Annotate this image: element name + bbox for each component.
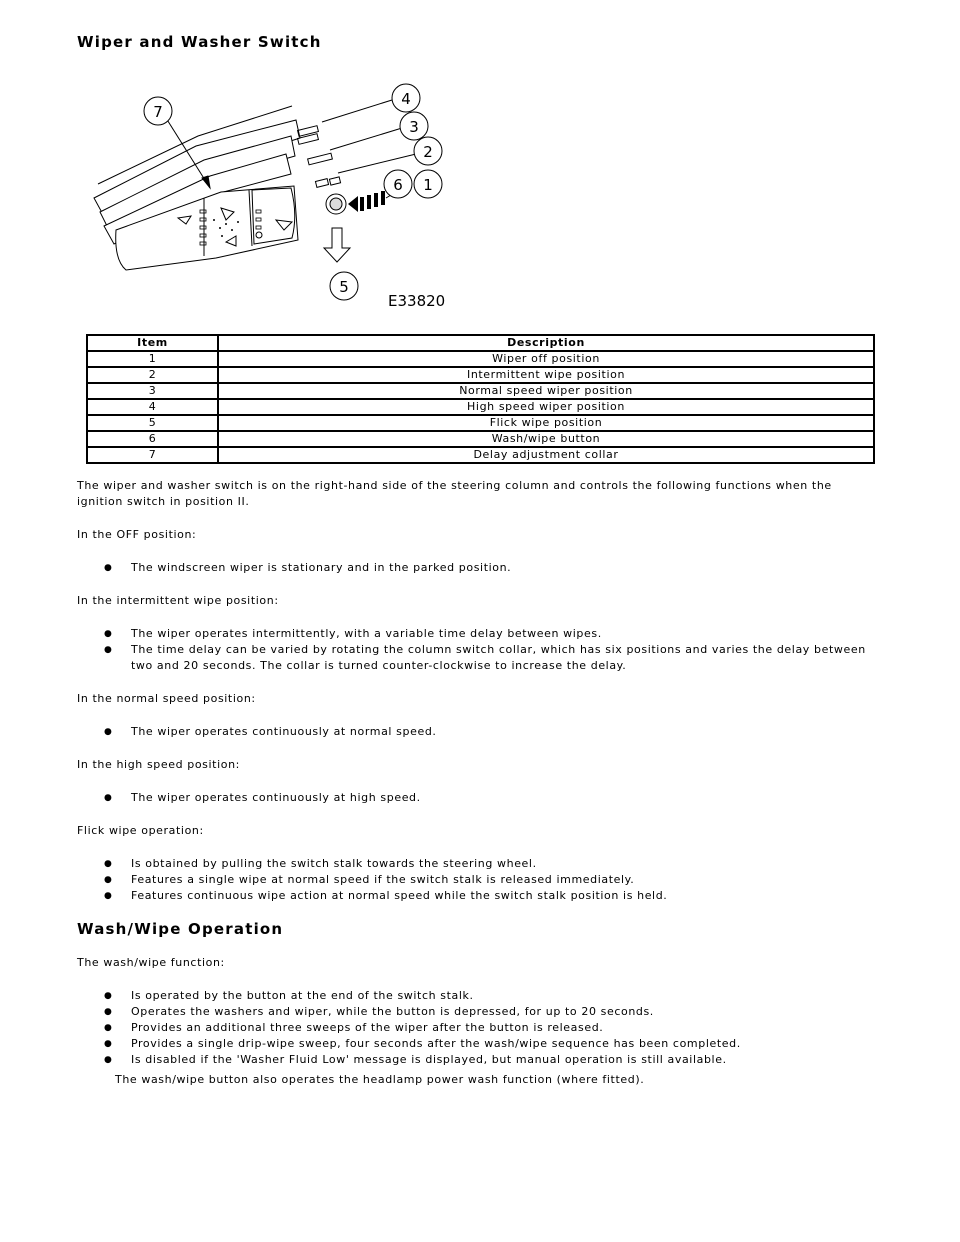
callout-label: 4	[401, 90, 411, 108]
section-lead: Flick wipe operation:	[77, 824, 204, 837]
section-lead: In the intermittent wipe position:	[77, 594, 279, 607]
item-number: 3	[87, 383, 218, 399]
section-lead: In the normal speed position:	[77, 692, 256, 705]
item-description: Intermittent wipe position	[218, 367, 874, 383]
table-row	[87, 431, 874, 447]
item-description: Flick wipe position	[218, 415, 874, 431]
table-header-row	[87, 335, 874, 351]
bullet-list	[77, 856, 877, 904]
list-item: ● Is operated by the button at the end of the switch stalk.	[103, 988, 877, 1004]
table-row	[87, 383, 874, 399]
bullet-list	[77, 626, 877, 674]
callout-label: 6	[393, 176, 403, 194]
item-number: 1	[87, 351, 218, 367]
section-lead: The wash/wipe function:	[77, 956, 225, 969]
list-item: ● The wiper operates intermittently, with a variable time delay between wipes.	[103, 626, 877, 642]
callout-label: 2	[423, 143, 433, 161]
list-item: ● Is obtained by pulling the switch stalk towards the steering wheel.	[103, 856, 877, 872]
bullet-list	[77, 560, 877, 576]
note-paragraph: The wash/wipe button also operates the headlamp power wash function (where fitted).	[115, 1073, 645, 1086]
wiper-switch-diagram	[86, 80, 446, 312]
column-header-description: Description	[218, 335, 874, 351]
table-row	[87, 367, 874, 383]
item-number: 6	[87, 431, 218, 447]
list-item: ● The wiper operates continuously at normal speed.	[103, 724, 877, 740]
item-number: 7	[87, 447, 218, 463]
section-heading: Wash/Wipe Operation	[77, 920, 284, 938]
list-item: ● Operates the washers and wiper, while the button is depressed, for up to 20 seconds.	[103, 1004, 877, 1020]
callout-label: 1	[423, 176, 433, 194]
list-item: ● Provides a single drip-wipe sweep, four seconds after the wash/wipe sequence has been completed.	[103, 1036, 877, 1052]
items-table	[86, 334, 875, 464]
callout-label: 3	[409, 118, 419, 136]
item-number: 2	[87, 367, 218, 383]
table-row	[87, 399, 874, 415]
item-description: High speed wiper position	[218, 399, 874, 415]
bullet-list	[77, 790, 877, 806]
page-title: Wiper and Washer Switch	[77, 33, 322, 51]
body-text	[77, 478, 877, 1088]
list-item: ● Provides an additional three sweeps of the wiper after the button is released.	[103, 1020, 877, 1036]
item-number: 5	[87, 415, 218, 431]
callout-label: 5	[339, 278, 349, 296]
list-item: ● Features continuous wipe action at normal speed while the switch stalk position is held.	[103, 888, 877, 904]
list-item: ● The windscreen wiper is stationary and in the parked position.	[103, 560, 877, 576]
list-item: ● The time delay can be varied by rotating the column switch collar, which has six positions and varies the delay between two and 20 seconds. The collar is turned counter-clockwise to increase the delay.	[103, 642, 877, 674]
item-description: Wiper off position	[218, 351, 874, 367]
callout-label: 7	[153, 103, 163, 121]
section-lead: In the OFF position:	[77, 528, 197, 541]
item-description: Wash/wipe button	[218, 431, 874, 447]
item-description: Delay adjustment collar	[218, 447, 874, 463]
section-lead: In the high speed position:	[77, 758, 240, 771]
list-item: ● The wiper operates continuously at high speed.	[103, 790, 877, 806]
bullet-list	[77, 724, 877, 740]
list-item: ● Is disabled if the 'Washer Fluid Low' message is displayed, but manual operation is still available.	[103, 1052, 877, 1068]
table-row	[87, 447, 874, 463]
table-row	[87, 415, 874, 431]
intro-paragraph: The wiper and washer switch is on the right-hand side of the steering column and controls the following functions when the ignition switch in position II.	[77, 479, 832, 508]
item-description: Normal speed wiper position	[218, 383, 874, 399]
item-number: 4	[87, 399, 218, 415]
table-row	[87, 351, 874, 367]
figure-reference: E33820	[388, 292, 446, 310]
bullet-list	[77, 988, 877, 1068]
list-item: ● Features a single wipe at normal speed if the switch stalk is released immediately.	[103, 872, 877, 888]
column-header-item: Item	[87, 335, 218, 351]
